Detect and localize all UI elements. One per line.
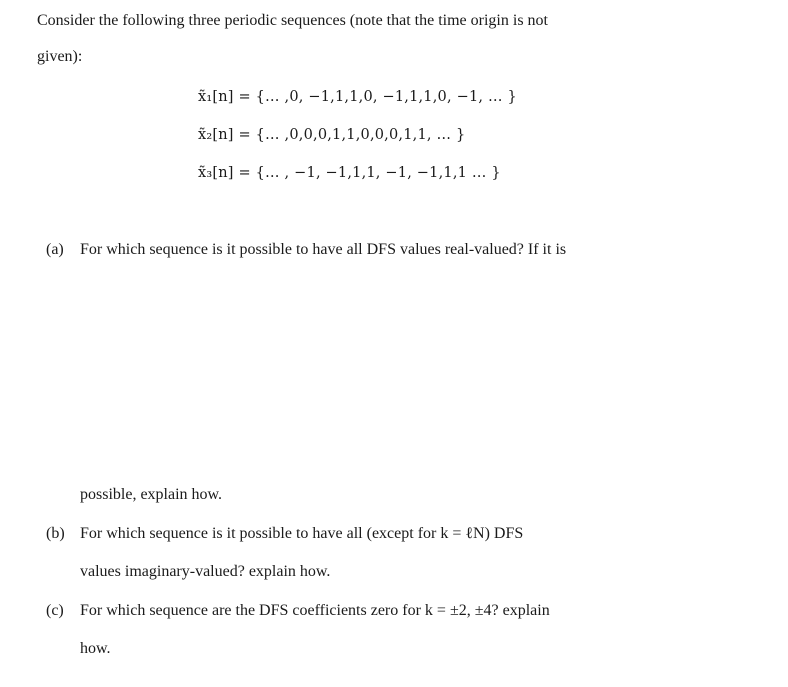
question-a-line-2: possible, explain how. — [80, 486, 223, 503]
equation-x1: x̃₁[n] = {… ,0, −1,1,1,0, −1,1,1,0, −1, … } — [198, 89, 517, 105]
question-c-label: (c) — [46, 602, 64, 619]
intro-line-2: given): — [37, 48, 83, 65]
equation-x3: x̃₃[n] = {… , −1, −1,1,1, −1, −1,1,1 … } — [198, 165, 501, 181]
question-b-line-1: For which sequence is it possible to have all (except for k = ℓN) DFS — [80, 525, 524, 542]
question-b-label: (b) — [46, 525, 65, 542]
question-b-line-2: values imaginary-valued? explain how. — [80, 563, 331, 580]
question-c-line-2: how. — [80, 640, 111, 657]
intro-line-1: Consider the following three periodic sequences (note that the time origin is not — [37, 12, 548, 29]
question-a-label: (a) — [46, 241, 64, 258]
question-a-line-1: For which sequence is it possible to have all DFS values real-valued? If it is — [80, 241, 567, 258]
equation-x2: x̃₂[n] = {… ,0,0,0,1,1,0,0,0,1,1, … } — [198, 127, 466, 143]
question-c-line-1: For which sequence are the DFS coefficients zero for k = ±2, ±4? explain — [80, 602, 550, 619]
